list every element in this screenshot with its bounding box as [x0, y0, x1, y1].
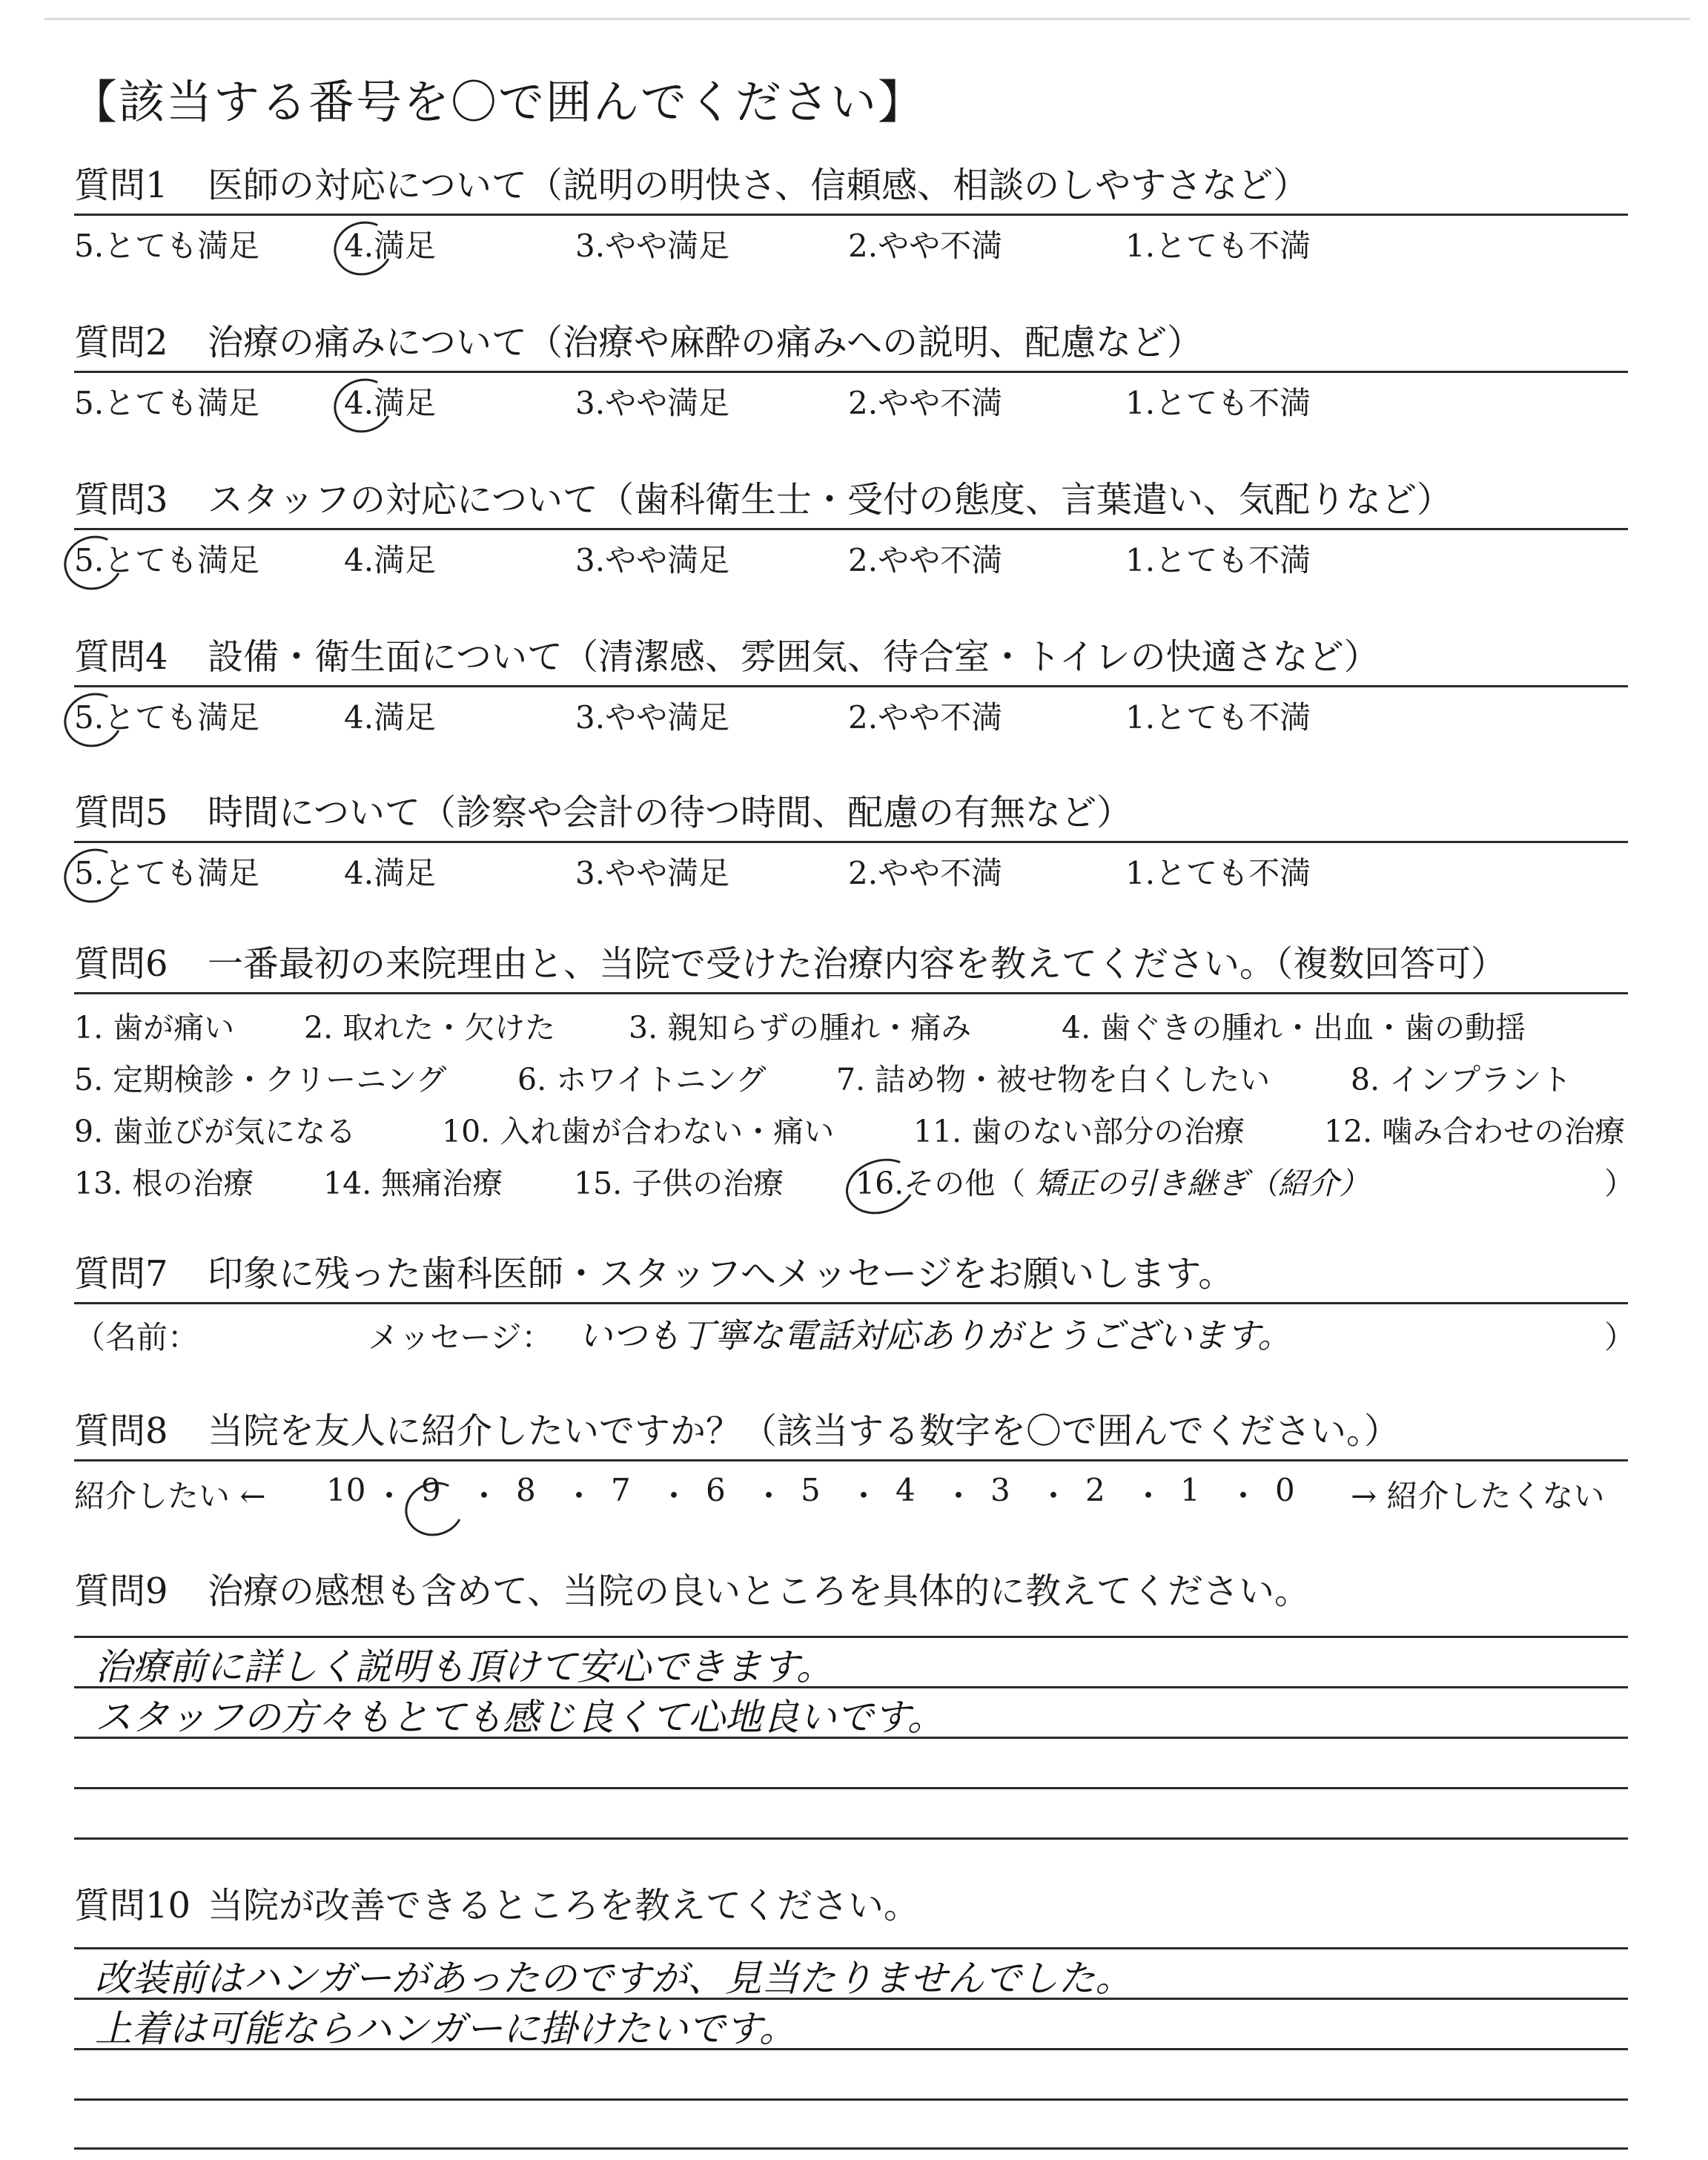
q6-options: [74, 994, 1635, 1217]
rating-option[interactable]: 5.とても満足: [74, 385, 260, 421]
question-text: 印象に残った歯科医師・スタッフへメッセージをお願いします。: [208, 1253, 1234, 1295]
scale-separator: ・: [943, 1478, 975, 1514]
scale-separator: ・: [848, 1478, 880, 1514]
rating-options: [74, 373, 1628, 425]
selection-circle: [57, 841, 130, 910]
question-text: 一番最初の来院理由と、当院で受けた治療内容を教えてください。（複数回答可）: [208, 943, 1507, 985]
scale-separator: ・: [1133, 1478, 1165, 1514]
option[interactable]: 12. 噛み合わせの治療: [1324, 1114, 1626, 1149]
question-text: スタッフの対応について（歯科衛生士・受付の態度、言葉遣い、気配りなど）: [208, 479, 1453, 521]
handwritten-message: いつも丁寧な電話対応ありがとうございます。: [578, 1315, 1292, 1355]
question-label: 質問5: [74, 792, 168, 833]
handwritten-answer: 改装前はハンガーがあったのですが、見当たりませんでした。: [95, 1957, 1133, 2000]
option[interactable]: 6. ホワイトニング: [517, 1062, 767, 1097]
question-text: 医師の対応について（説明の明快さ、信頼感、相談のしやすさなど）: [208, 165, 1309, 206]
rating-option[interactable]: 2.やや不満: [848, 385, 1003, 421]
rating-option[interactable]: 2.やや不満: [848, 699, 1003, 736]
selection-circle: [838, 1150, 923, 1223]
message-label: メッセージ：: [368, 1319, 553, 1355]
scale-value[interactable]: 2: [1085, 1472, 1105, 1508]
rating-option[interactable]: 4. 満足: [344, 222, 436, 266]
rating-option[interactable]: 3.やや満足: [575, 542, 730, 578]
scale-value[interactable]: 7: [611, 1472, 631, 1508]
scale-separator: ・: [1228, 1478, 1260, 1514]
option[interactable]: 5. 定期検診・クリーニング: [74, 1062, 447, 1097]
rating-option[interactable]: 4.満足: [344, 542, 437, 578]
question-9: [74, 1563, 1628, 1619]
scale-value[interactable]: 10: [326, 1472, 366, 1508]
question-label: 質問3: [74, 479, 168, 521]
rating-option[interactable]: 2.やや不満: [848, 228, 1003, 264]
question-4: [74, 629, 1628, 739]
option[interactable]: 1. 歯が痛い: [74, 1010, 235, 1046]
option[interactable]: 13. 根の治療: [74, 1166, 254, 1201]
option[interactable]: 8. インプラント: [1351, 1062, 1572, 1097]
close-paren: ）: [1604, 1166, 1635, 1201]
option[interactable]: 7. 詰め物・被せ物を白くしたい: [836, 1062, 1271, 1097]
selection-circle: [398, 1474, 471, 1543]
selection-circle: [57, 528, 130, 597]
handwritten-answer: 治療前に詳しく説明も頂けて安心できます。: [95, 1645, 833, 1688]
question-label: 質問4: [74, 636, 168, 678]
form-header: 【該当する番号を〇で囲んでください】: [71, 75, 926, 129]
question-3: [74, 472, 1628, 582]
scale-value[interactable]: 8: [516, 1472, 536, 1508]
question-text: 設備・衛生面について（清潔感、雰囲気、待合室・トイレの快適さなど）: [208, 636, 1380, 678]
scale-value[interactable]: 6: [706, 1472, 726, 1508]
close-paren: ）: [1604, 1319, 1636, 1355]
name-label: （名前：: [74, 1319, 199, 1355]
scale-left-label: 紹介したい ←: [74, 1478, 266, 1514]
option[interactable]: 15. 子供の治療: [574, 1166, 784, 1201]
option[interactable]: 9. 歯並びが気になる: [74, 1114, 357, 1149]
option-other[interactable]: 16. その他（ 矯正の引き継ぎ（紹介）: [855, 1159, 1369, 1203]
selection-circle: [57, 685, 130, 754]
rating-option[interactable]: 1.とても不満: [1125, 542, 1311, 578]
option[interactable]: 14. 無痛治療: [323, 1166, 503, 1201]
question-label: 質問8: [74, 1410, 168, 1452]
scale-value[interactable]: 3: [990, 1472, 1010, 1508]
rating-option[interactable]: 3.やや満足: [575, 228, 730, 264]
selection-circle: [327, 371, 400, 440]
answer-line: [74, 2098, 1628, 2101]
question-1: [74, 157, 1628, 268]
question-text: 当院が改善できるところを教えてください。: [208, 1885, 920, 1926]
scale-separator: ・: [1038, 1478, 1070, 1514]
rating-options: [74, 843, 1628, 895]
option[interactable]: 10. 入れ歯が合わない・痛い: [442, 1114, 835, 1149]
option[interactable]: 2. 取れた・欠けた: [304, 1010, 556, 1046]
handwritten-answer: 上着は可能ならハンガーに掛けたいです。: [95, 2007, 796, 2050]
answer-line: [74, 1787, 1628, 1789]
question-5: [74, 785, 1628, 895]
question-7: [74, 1246, 1636, 1356]
handwritten-answer: スタッフの方々もとても感じ良くて心地良いです。: [95, 1696, 944, 1739]
message-line: [74, 1304, 1636, 1356]
rating-option[interactable]: 3.やや満足: [575, 855, 730, 891]
question-label: 質問2: [74, 322, 168, 363]
scale-value[interactable]: 5: [801, 1472, 821, 1508]
question-text: 治療の痛みについて（治療や麻酔の痛みへの説明、配慮など）: [208, 322, 1203, 363]
rating-option[interactable]: 3.やや満足: [575, 385, 730, 421]
question-8: [74, 1403, 1628, 1521]
page-top-edge: [44, 18, 1690, 20]
recommend-scale: [74, 1462, 1628, 1521]
rating-option[interactable]: 2.やや不満: [848, 542, 1003, 578]
scale-value[interactable]: 0: [1275, 1472, 1295, 1508]
rating-option[interactable]: 1.とても不満: [1125, 699, 1311, 736]
question-text: 時間について（診察や会計の待つ時間、配慮の有無など）: [208, 792, 1133, 833]
scale-separator: ・: [469, 1478, 500, 1514]
scale-separator: ・: [753, 1478, 785, 1514]
question-label: 質問6: [74, 943, 168, 985]
question-label: 質問10: [74, 1885, 191, 1926]
rating-option[interactable]: 4.満足: [344, 699, 437, 736]
handwritten-answer: 矯正の引き継ぎ（紹介）: [1035, 1166, 1370, 1201]
question-label: 質問7: [74, 1253, 168, 1295]
scale-separator: ・: [658, 1478, 690, 1514]
question-2: [74, 314, 1628, 425]
scale-value[interactable]: 4: [896, 1472, 916, 1508]
rating-option[interactable]: 1.とても不満: [1125, 228, 1311, 264]
rating-option[interactable]: 4. 満足: [344, 379, 436, 423]
rating-option[interactable]: 3.やや満足: [575, 699, 730, 736]
scale-separator: ・: [563, 1478, 595, 1514]
question-text: 当院を友人に紹介したいですか？（該当する数字を〇で囲んでください。）: [208, 1410, 1400, 1452]
rating-options: [74, 687, 1628, 739]
scale-value[interactable]: 1: [1180, 1472, 1200, 1508]
rating-option[interactable]: 1.とても不満: [1125, 385, 1311, 421]
answer-line: [74, 2147, 1628, 2150]
selection-circle: [327, 214, 400, 283]
scale-separator: ・: [374, 1478, 406, 1514]
rating-option[interactable]: 5.とても満足: [74, 228, 260, 264]
option[interactable]: 3. 親知らずの腫れ・痛み: [629, 1010, 972, 1046]
rating-option[interactable]: 4.満足: [344, 855, 437, 891]
rating-option[interactable]: 5. とても満足: [74, 849, 259, 894]
answer-line: [74, 1837, 1628, 1840]
rating-option[interactable]: 5. とても満足: [74, 693, 259, 738]
rating-options: [74, 530, 1628, 582]
scale-value[interactable]: 9: [421, 1472, 441, 1508]
question-label: 質問9: [74, 1571, 168, 1612]
question-6: [74, 936, 1635, 1217]
option[interactable]: 4. 歯ぐきの腫れ・出血・歯の動揺: [1062, 1010, 1526, 1046]
rating-options: [74, 216, 1628, 268]
scale-right-label: → 紹介したくない: [1351, 1478, 1605, 1514]
option[interactable]: 11. 歯のない部分の治療: [913, 1114, 1245, 1149]
question-text: 治療の感想も含めて、当院の良いところを具体的に教えてください。: [208, 1571, 1311, 1612]
rating-option[interactable]: 5. とても満足: [74, 536, 259, 581]
rating-option[interactable]: 2.やや不満: [848, 855, 1003, 891]
question-label: 質問1: [74, 165, 168, 206]
rating-option[interactable]: 1.とても不満: [1125, 855, 1311, 891]
question-10: [74, 1877, 1628, 1934]
